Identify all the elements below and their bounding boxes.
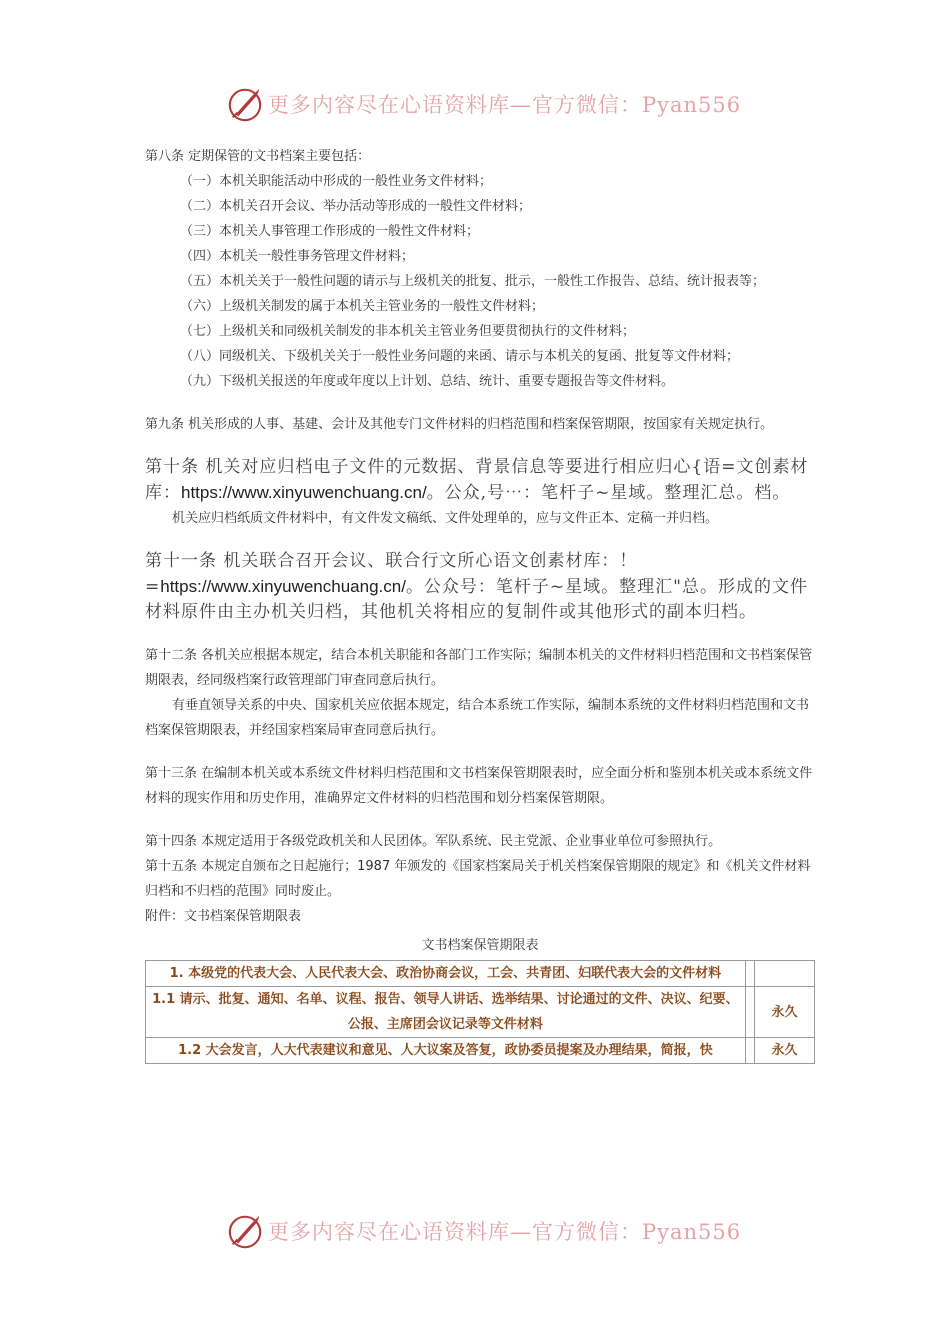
quill-logo-icon xyxy=(226,1212,264,1250)
article-9: 第九条 机关形成的人事、基建、会计及其他专门文件材料的归档范围和档案保管期限，按国家有关规定执行。 xyxy=(145,417,774,432)
article-8-item: （四）本机关一般性事务管理文件材料； xyxy=(180,249,415,264)
article-11-url: https://www.xinyuwenchuang.cn/ xyxy=(160,577,406,596)
table-cell-item: 1.1 请示、批复、通知、名单、议程、报告、领导人讲话、选举结果、讨论通过的文件、决议、纪要、公报、主席团会议记录等文件材料 xyxy=(146,987,746,1038)
article-12: 第十二条 各机关应根据本规定，结合本机关职能和各部门工作实际；编制本机关的文件材料归档范围和文书档案保管期限表，经同级档案行政管理部门审查同意后执行。 xyxy=(145,648,813,688)
footer-banner xyxy=(226,1211,746,1251)
document-body xyxy=(145,144,815,1090)
article-13: 第十三条 在编制本机关或本系统文件材料归档范围和文书档案保管期限表时，应全面分析和鉴别本机关或本系统文件材料的现实作用和历史作用，准确界定文件材料的归档范围和划分档案保管期限。 xyxy=(145,766,813,806)
article-8-item: （三）本机关人事管理工作形成的一般性文件材料； xyxy=(180,224,480,239)
article-10-url: https://www.xinyuwenchuang.cn/ xyxy=(181,483,427,502)
table-cell-term: 永久 xyxy=(754,1038,814,1064)
article-8-item: （二）本机关召开会议、举办活动等形成的一般性文件材料； xyxy=(180,199,532,214)
article-10 xyxy=(145,455,815,506)
table-title: 文书档案保管期限表 xyxy=(421,938,539,953)
quill-logo-icon xyxy=(226,85,264,123)
banner-text: 更多内容尽在心语资料库—官方微信：Pyan556 xyxy=(268,1220,742,1244)
table-cell-item: 1.2 大会发言，人大代表建议和意见、人大议案及答复，政协委员提案及办理结果，简报，快 xyxy=(146,1038,746,1064)
article-8-item: （五）本机关关于一般性问题的请示与上级机关的批复、批示，一般性工作报告、总结、统计报表等； xyxy=(180,274,766,289)
article-8-item: （七）上级机关和同级机关制发的非本机关主管业务但要贯彻执行的文件材料； xyxy=(180,324,636,339)
table-cell-term xyxy=(754,961,814,987)
article-8-heading: 第八条 定期保管的文书档案主要包括： xyxy=(145,149,371,164)
article-12-paragraph: 有垂直领导关系的中央、国家机关应依据本规定，结合本系统工作实际，编制本系统的文件材料归档范围和文书档案保管期限表，并经国家档案局审查同意后执行。 xyxy=(145,698,810,738)
retention-table-viewport xyxy=(145,960,815,1090)
article-10-text-end: 。公众,号⋯：笔杆子~星域。整理汇总。档。 xyxy=(426,483,791,503)
table-row xyxy=(146,987,815,1038)
article-11 xyxy=(145,549,815,625)
article-8-item: （六）上级机关制发的属于本机关主管业务的一般性文件材料； xyxy=(180,299,545,314)
article-14: 第十四条 本规定适用于各级党政机关和人民团体。军队系统、民主党派、企业事业单位可参照执行。 xyxy=(145,834,722,849)
article-11-text-end: 。公众号：笔杆子~星域。整理汇"总。形成的文件材料原件由主办机关归档，其他机关将相应的复制件或其他形式的副本归档。 xyxy=(145,577,808,622)
retention-table xyxy=(145,960,815,1064)
table-cell-spacer xyxy=(745,987,754,1038)
table-cell-term: 永久 xyxy=(754,987,814,1038)
table-cell-item: 1. 本级党的代表大会、人民代表大会、政治协商会议，工会、共青团、妇联代表大会的文件材料 xyxy=(146,961,746,987)
header-banner xyxy=(226,84,746,124)
table-cell-spacer xyxy=(745,961,754,987)
table-row xyxy=(146,1038,815,1064)
banner-text: 更多内容尽在心语资料库—官方微信：Pyan556 xyxy=(268,93,742,117)
article-8-item: （九）下级机关报送的年度或年度以上计划、总结、统计、重要专题报告等文件材料。 xyxy=(180,374,675,389)
article-10-paragraph: 机关应归档纸质文件材料中，有文件发文稿纸、文件处理单的，应与文件正本、定稿一并归档。 xyxy=(172,511,719,526)
article-11-text: 第十一条 机关联合召开会议、联合行文所心语文创素材库：！= xyxy=(145,551,638,597)
attachment-label: 附件：文书档案保管期限表 xyxy=(145,909,302,924)
table-cell-spacer xyxy=(745,1038,754,1064)
article-15: 第十五条 本规定自颁布之日起施行；1987 年颁发的《国家档案局关于机关档案保管期限的规定》和《机关文件材料归档和不归档的范围》同时废止。 xyxy=(145,859,811,899)
article-10-text: 第十条 机关对应归档电子文件的元数据、背景信息等要进行相应归心{语=文创素材库： xyxy=(145,457,809,503)
article-8-item: （一）本机关职能活动中形成的一般性业务文件材料； xyxy=(180,174,493,189)
article-8-item: （八）同级机关、下级机关关于一般性业务问题的来函、请示与本机关的复函、批复等文件材料； xyxy=(180,349,740,364)
table-row xyxy=(146,961,815,987)
